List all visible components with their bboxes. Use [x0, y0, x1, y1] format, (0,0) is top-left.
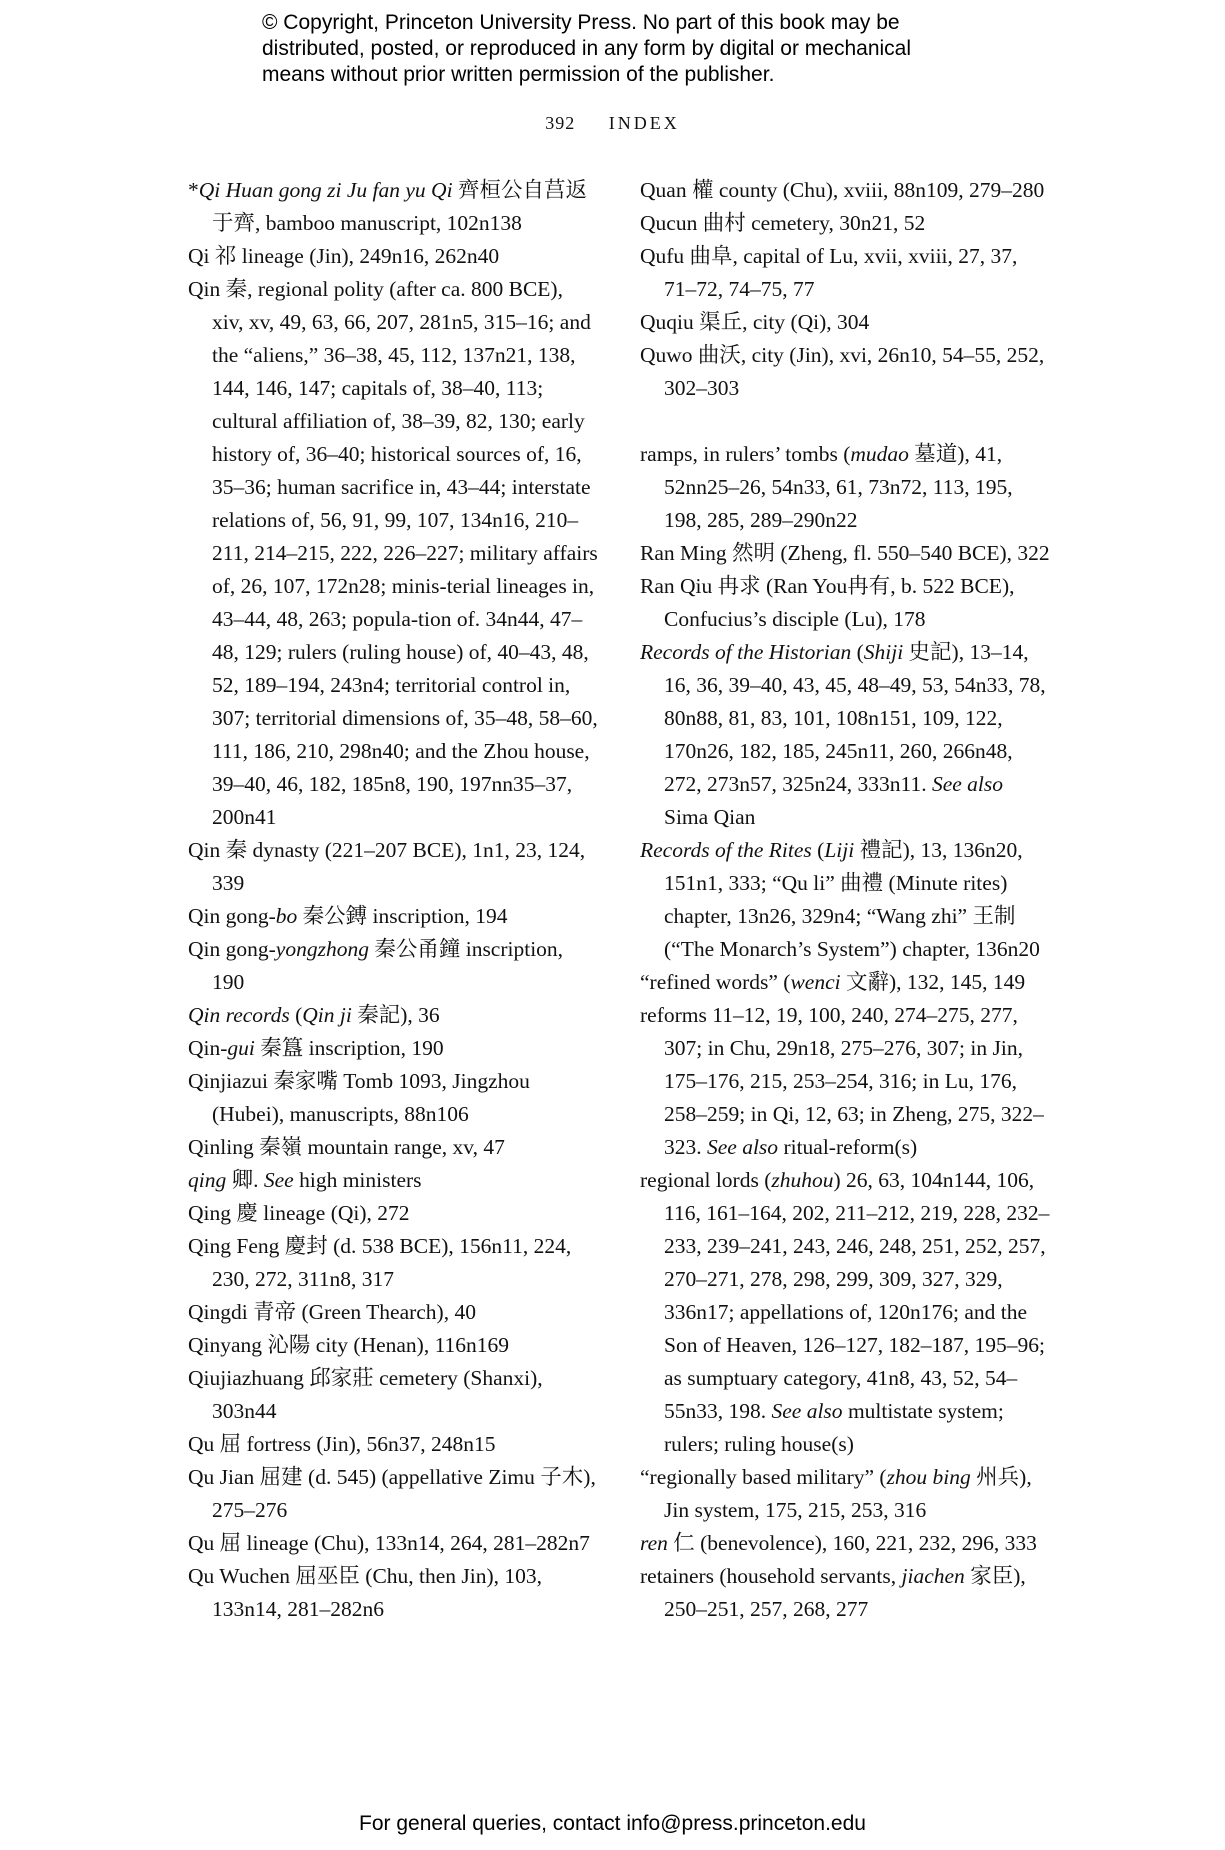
index-entry: ramps, in rulers’ tombs (mudao 墓道), 41, 52nn25–26, 54n33, 61, 73n72, 113, 195, 198, 285, 289–290n22: [640, 442, 1013, 532]
index-entry: Qi 祁 lineage (Jin), 249n16, 262n40: [188, 244, 500, 268]
index-entry: Records of the Historian (Shiji 史記), 13–14, 16, 36, 39–40, 43, 45, 48–49, 53, 54n33, 78, 80n88, 81, 83, 101, 108n151, 109, 122, 170n26, 182, 185, 245n11, 260, 266n48, 272, 273n57, 325n24, 333n11. See also Sima Qian: [640, 640, 1046, 829]
index-entry: Qing Feng 慶封 (d. 538 BCE), 156n11, 224, 230, 272, 311n8, 317: [188, 1234, 572, 1291]
index-entry: Qingdi 青帝 (Green Thearch), 40: [188, 1300, 476, 1324]
index-entry: Qin gong-bo 秦公鎛 inscription, 194: [188, 904, 508, 928]
index-entry: Qucun 曲村 cemetery, 30n21, 52: [640, 211, 926, 235]
index-entry: Ran Ming 然明 (Zheng, fl. 550–540 BCE), 322: [640, 541, 1050, 565]
running-head: [0, 113, 1225, 134]
index-entry: Quan 權 county (Chu), xviii, 88n109, 279–280: [640, 178, 1045, 202]
index-entry: qing 卿. See high ministers: [188, 1168, 422, 1192]
index-entry: Qin records (Qin ji 秦記), 36: [188, 1003, 440, 1027]
index-entry: “regionally based military” (zhou bing 州兵), Jin system, 175, 215, 253, 316: [640, 1465, 1032, 1522]
index-entry: retainers (household servants, jiachen 家臣), 250–251, 257, 268, 277: [640, 1564, 1026, 1621]
index-entry: reforms 11–12, 19, 100, 240, 274–275, 277, 307; in Chu, 29n18, 275–276, 307; in Jin, 175–176, 215, 253–254, 316; in Lu, 176, 258–259; in Qi, 12, 63; in Zheng, 275, 322–323. See also ritual-reform(s): [640, 1003, 1044, 1159]
copyright-notice: [262, 10, 982, 88]
index-entry: Qin 秦 dynasty (221–207 BCE), 1n1, 23, 124, 339: [188, 838, 586, 895]
index-entry: Qin gong-yongzhong 秦公甬鐘 inscription, 190: [188, 937, 564, 994]
index-entry: ren 仁 (benevolence), 160, 221, 232, 296, 333: [640, 1531, 1037, 1555]
index-entry: Quwo 曲沃, city (Jin), xvi, 26n10, 54–55, 252, 302–303: [640, 343, 1045, 400]
page-number: 392: [545, 113, 576, 133]
index-entry: Qu 屈 fortress (Jin), 56n37, 248n15: [188, 1432, 496, 1456]
index-entry: regional lords (zhuhou) 26, 63, 104n144, 106, 116, 161–164, 202, 211–212, 219, 228, 232–233, 239–241, 243, 246, 248, 251, 252, 257, 270–271, 278, 298, 299, 309, 327, 329, 336n17; appellations of, 120n176; and the Son of Heaven, 126–127, 182–187, 195–96; as sumptuary category, 41n8, 43, 52, 54–55n33, 198. See also multistate system; rulers; ruling house(s): [640, 1168, 1050, 1456]
index-entry: Qinjiazui 秦家嘴 Tomb 1093, Jingzhou (Hubei), manuscripts, 88n106: [188, 1069, 530, 1126]
footer-contact: For general queries, contact info@press.princeton.edu: [359, 1812, 866, 1835]
copyright-line: distributed, posted, or reproduced in any form by digital or mechanical: [262, 37, 912, 60]
index-entry: Qin-gui 秦簋 inscription, 190: [188, 1036, 444, 1060]
index-entry: Qinyang 沁陽 city (Henan), 116n169: [188, 1333, 510, 1357]
index-entry: Records of the Rites (Liji 禮記), 13, 136n20, 151n1, 333; “Qu li” 曲禮 (Minute rites) chapter, 13n26, 329n4; “Wang zhi” 王制 (“The Monarch’s System”) chapter, 136n20: [640, 838, 1040, 961]
index-entry: Qiujiazhuang 邱家莊 cemetery (Shanxi), 303n44: [188, 1366, 543, 1423]
index-entry: Qu Jian 屈建 (d. 545) (appellative Zimu 子木), 275–276: [188, 1465, 596, 1522]
index-entry: Qing 慶 lineage (Qi), 272: [188, 1201, 410, 1225]
index-column-left: [188, 174, 598, 1626]
index-entry: “refined words” (wenci 文辭), 132, 145, 149: [640, 970, 1026, 994]
index-entry: Qin 秦, regional polity (after ca. 800 BCE), xiv, xv, 49, 63, 66, 207, 281n5, 315–16; and the “aliens,” 36–38, 45, 112, 137n21, 138, 144, 146, 147; capitals of, 38–40, 113; cultural affiliation of, 38–39, 82, 130; early history of, 36–40; historical sources of, 16, 35–36; human sacrifice in, 43–44; interstate relations of, 56, 91, 99, 107, 134n16, 210–211, 214–215, 222, 226–227; military affairs of, 26, 107, 172n28; minis-terial lineages in, 43–44, 48, 263; popula-tion of. 34n44, 47–48, 129; rulers (ruling house) of, 40–43, 48, 52, 189–194, 243n4; territorial control in, 307; territorial dimensions of, 35–48, 58–60, 111, 186, 210, 298n40; and the Zhou house, 39–40, 46, 182, 185n8, 190, 197nn35–37, 200n41: [188, 277, 598, 829]
index-entry: Quqiu 渠丘, city (Qi), 304: [640, 310, 870, 334]
copyright-line: © Copyright, Princeton University Press. No part of this book may be: [262, 11, 900, 34]
index-entry: *Qi Huan gong zi Ju fan yu Qi 齊桓公自莒返于齊, bamboo manuscript, 102n138: [188, 178, 587, 235]
section-title: INDEX: [608, 113, 680, 133]
copyright-line: means without prior written permission of the publisher.: [262, 63, 775, 86]
index-entry: Qufu 曲阜, capital of Lu, xvii, xviii, 27, 37, 71–72, 74–75, 77: [640, 244, 1018, 301]
index-column-right: [640, 174, 1050, 1626]
index-entry: Qu 屈 lineage (Chu), 133n14, 264, 281–282n7: [188, 1531, 590, 1555]
index-entry: Ran Qiu 冉求 (Ran You冉有, b. 522 BCE), Confucius’s disciple (Lu), 178: [640, 574, 1015, 631]
index-entry: Qinling 秦嶺 mountain range, xv, 47: [188, 1135, 505, 1159]
index-entry: Qu Wuchen 屈巫臣 (Chu, then Jin), 103, 133n14, 281–282n6: [188, 1564, 543, 1621]
